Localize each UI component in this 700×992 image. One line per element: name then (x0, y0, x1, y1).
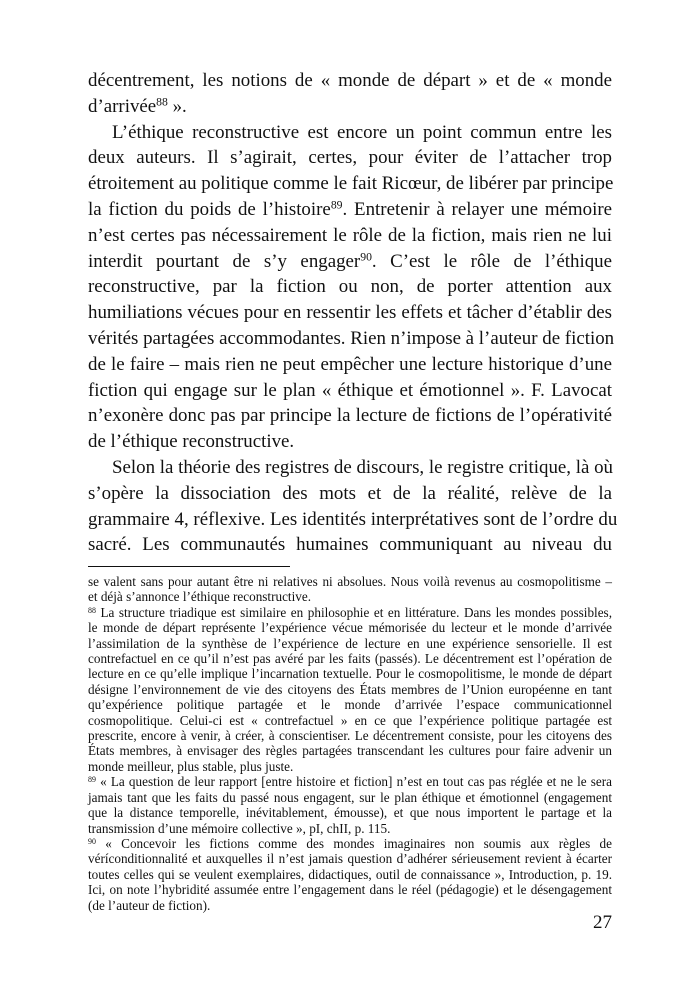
text-span: toutes celles qui se veulent exemplaires, didactiques, outil de connaissance », Introduction, p. 19. (88, 866, 612, 882)
footnote-ref: 89 (330, 198, 343, 212)
text-span: humiliations vécues pour en ressentir les effets et tâcher d’établir des (88, 302, 612, 324)
text-span: sacré. Les communautés humaines communiquant au niveau du (88, 534, 612, 556)
text-span: Ici, on note l’hybridité assumée entre l’engagement dans le réel (pédagogie) et le désengagement (88, 882, 612, 898)
text-line (88, 403, 612, 429)
text-line (88, 867, 612, 882)
text-line (88, 68, 612, 94)
text-line (88, 455, 612, 481)
text-span: La structure triadique est similaire en philosophie et en littérature. Dans les mondes possibles, (95, 604, 612, 620)
text-span: . C’est le rôle de l’éthique (371, 250, 612, 272)
text-line (88, 882, 612, 897)
text-span: États membres, à envisager des règles partagées transcendant les cultures pour faire advenir un (88, 743, 612, 759)
footnote-ref: 90 (88, 836, 96, 846)
text-span: prescrite, encore à venir, à créer, à conscientiser. Le décentrement consiste, pour les citoyens des (88, 728, 612, 744)
text-line (88, 697, 612, 712)
text-span: lecture en ce qu’elle implique l’incarnation textuelle. Pour le cosmopolitisme, le monde de départ (88, 666, 612, 682)
text-line (88, 821, 612, 836)
paragraph (88, 455, 618, 558)
text-line (88, 666, 612, 681)
text-line (88, 636, 612, 651)
footnote-ref: 88 (88, 605, 96, 615)
text-line (88, 326, 615, 352)
text-line (88, 300, 612, 326)
text-line (88, 605, 612, 620)
text-span: l’assimilation de la synthèse de l’expérience de lecture en une expérience sensorielle. Il est (88, 635, 612, 651)
text-line (88, 589, 612, 604)
text-span: désigne l’environnement de vie des citoyens des États membres de l’Union européenne en tant (88, 681, 612, 697)
footnote-separator (88, 566, 290, 567)
text-line (88, 352, 612, 378)
text-line (88, 713, 612, 728)
text-line (88, 145, 612, 171)
text-span: s’opère la dissociation des mots et de la réalité, relève de la (88, 482, 612, 504)
footnote (88, 774, 612, 836)
text-span: et déjà s’annonce l’éthique reconstructive. (88, 589, 311, 605)
text-line (88, 197, 612, 223)
footnote (88, 605, 612, 774)
text-span: n’est certes pas nécessairement le rôle de la fiction, mais rien ne lui (88, 224, 612, 246)
text-line (88, 274, 612, 300)
text-line (88, 774, 612, 789)
text-span: reconstructive, par la fiction ou non, de porter attention aux (88, 276, 612, 298)
text-line (88, 574, 612, 589)
text-span: deux auteurs. Il s’agirait, certes, pour éviter de l’attacher trop (88, 147, 612, 169)
text-span: jamais tant que les faits du passé nous engagent, sur le plan éthique et émotionnel (engagement (88, 789, 612, 805)
text-span: « La question de leur rapport [entre histoire et fiction] n’est en tout cas pas réglée et ne le sera (95, 774, 612, 790)
text-span: de le faire – mais rien ne peut empêcher une lecture historique d’une (88, 353, 612, 375)
text-span: monde meilleur, plus stable, plus juste. (88, 758, 294, 774)
text-line (88, 851, 612, 866)
text-span: véríconditionnalité et auxquelles il n’est jamais question d’adhérer sérieusement revient à écarter (88, 851, 612, 867)
page-number: 27 (593, 912, 612, 933)
footnotes (88, 574, 612, 913)
text-span: étroitement au politique comme le fait Ricœur, de libérer par principe (88, 173, 614, 195)
text-line (88, 620, 612, 635)
footnote (88, 836, 612, 913)
text-span: de l’éthique reconstructive. (88, 431, 295, 453)
text-line (88, 378, 612, 404)
footnote-ref: 88 (156, 95, 168, 109)
paragraph (88, 120, 615, 455)
footnote-ref: 90 (360, 250, 372, 264)
text-span: vérités partagées accommodantes. Rien n’impose à l’auteur de fiction (88, 327, 615, 349)
text-span: d’arrivée (88, 95, 157, 117)
text-line (88, 94, 612, 120)
text-span: « Concevoir les fictions comme des mondes imaginaires non soumis aux règles de (95, 835, 612, 851)
text-span: décentrement, les notions de « monde de départ » et de « monde (88, 70, 612, 91)
text-line (88, 223, 612, 249)
text-span: que la distance temporelle, inévitablement, émousse), et que nous importent le partage et la (88, 805, 612, 821)
text-span: le monde de départ représente l’expérience vécue mémorisée du lecteur et le monde d’arrivée (88, 620, 612, 636)
text-line (88, 759, 612, 774)
footnote-ref: 89 (88, 775, 96, 785)
text-line (88, 836, 612, 851)
text-line (88, 120, 612, 146)
text-line (88, 249, 612, 275)
text-line (88, 481, 612, 507)
paragraph (88, 68, 612, 120)
text-line (88, 743, 612, 758)
text-line (88, 682, 612, 697)
text-span: (de l’auteur de fiction). (88, 897, 211, 913)
text-span: se valent sans pour autant être ni relatives ni absolues. Nous voilà revenus au cosmopolitisme – (88, 574, 612, 589)
text-span: la fiction du poids de l’histoire (88, 198, 331, 220)
text-line (88, 507, 618, 533)
text-span: L’éthique reconstructive est encore un point commun entre les (112, 121, 612, 143)
text-line (88, 790, 612, 805)
text-span: Selon la théorie des registres de discours, le registre critique, là où (112, 456, 613, 478)
text-line (88, 651, 612, 666)
text-span: . Entretenir à relayer une mémoire (342, 198, 612, 220)
text-span: contrefactuel en ce qu’il n’est pas avéré par les faits (passés). Le décentrement est l’opération de (88, 651, 612, 667)
text-span: fiction qui engage sur le plan « éthique et émotionnel ». F. Lavocat (88, 379, 612, 401)
text-line (88, 171, 612, 197)
footnote (88, 574, 612, 605)
text-span: cosmopolitique. Celui-ci est « contrefactuel » en ce que l’expérience politique partagée est (88, 712, 612, 728)
text-line (88, 898, 612, 913)
text-span: qu’expérience politique partagée et le monde d’arrivée l’espace communicationnel (88, 697, 612, 713)
text-span: ». (167, 95, 187, 117)
text-line (88, 805, 612, 820)
text-line (88, 728, 612, 743)
text-line (88, 532, 612, 558)
text-span: grammaire 4, réflexive. Les identités interprétatives sont de l’ordre du (88, 508, 618, 530)
text-line (88, 429, 612, 455)
text-span: n’exonère donc pas par principe la lecture de fictions de l’opérativité (88, 405, 612, 427)
text-span: interdit pourtant de s’y engager (88, 250, 361, 272)
main-text (88, 68, 618, 558)
text-span: transmission d’une mémoire collective », pI, chII, p. 115. (88, 820, 391, 836)
